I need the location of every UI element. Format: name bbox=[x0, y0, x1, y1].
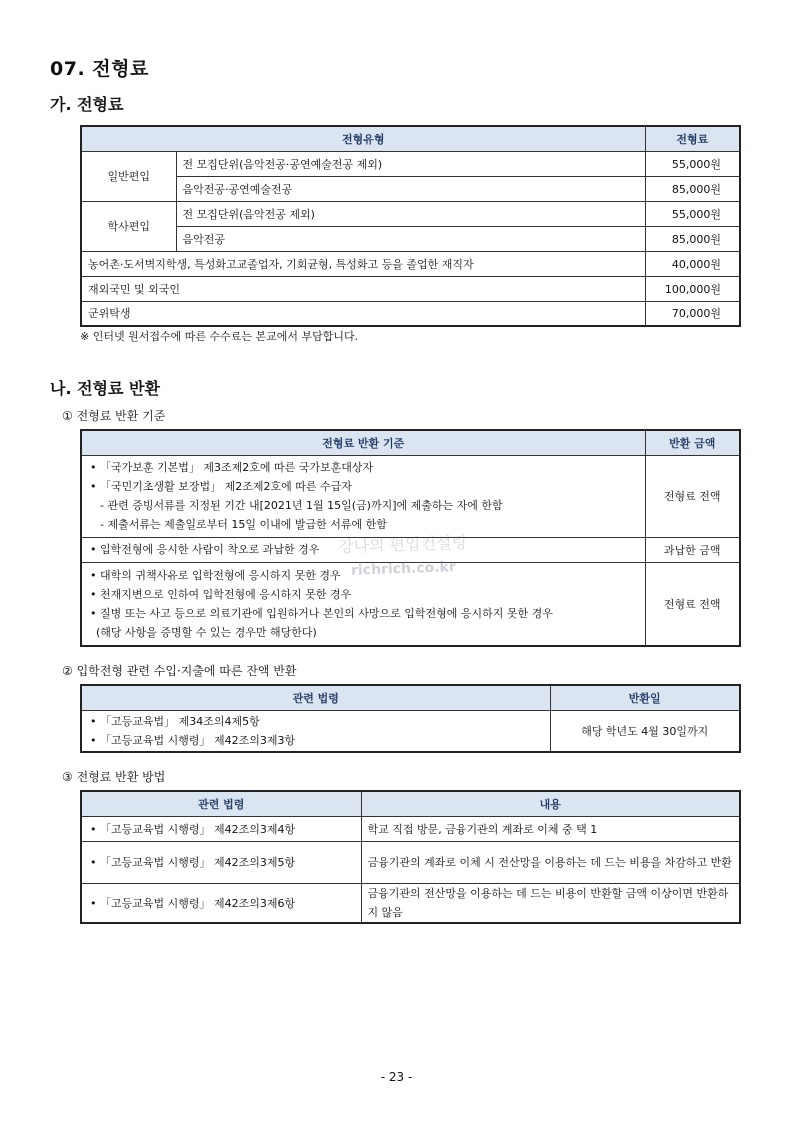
fee-type-cell: 전 모집단위(음악전공 제외) bbox=[176, 201, 645, 226]
fee-note: ※ 인터넷 원서접수에 따른 수수료는 본교에서 부담합니다. bbox=[80, 330, 359, 343]
criteria-line: • 입학전형에 응시한 사람이 착오로 과납한 경우 bbox=[90, 543, 320, 556]
fee-type-cell: 음악전공 bbox=[176, 226, 645, 251]
law-line: • 「고등교육법 시행령」 제42조의3제3항 bbox=[90, 733, 296, 747]
content-cell: 금융기관의 전산망을 이용하는 데 드는 비용이 반환할 금액 이상이면 반환하지 않음 bbox=[361, 883, 740, 923]
criteria-cell bbox=[81, 537, 645, 562]
header-fee-type: 전형유형 bbox=[81, 126, 645, 151]
table-row bbox=[81, 883, 740, 923]
table-row bbox=[81, 562, 740, 646]
header-law: 관련 법령 bbox=[81, 791, 361, 816]
law-line: • 「고등교육법」 제34조의4제5항 bbox=[90, 714, 260, 728]
balance-refund-title: ② 입학전형 관련 수입·지출에 따른 잔액 반환 bbox=[62, 664, 297, 678]
refund-method-title: ③ 전형료 반환 방법 bbox=[62, 770, 166, 784]
refund-criteria-title: ① 전형료 반환 기준 bbox=[62, 409, 166, 423]
table-row bbox=[81, 841, 740, 883]
fee-cell: 55,000원 bbox=[645, 201, 740, 226]
header-content: 내용 bbox=[361, 791, 740, 816]
fee-type-cell: 음악전공·공연예술전공 bbox=[176, 176, 645, 201]
criteria-line: - 제출서류는 제출일로부터 15일 이내에 발급한 서류에 한함 bbox=[100, 518, 387, 531]
balance-refund-table bbox=[80, 684, 741, 753]
table-row bbox=[81, 537, 740, 562]
watermark-text: 강나의 편입컨설팅 bbox=[337, 532, 468, 557]
fee-type-cell: 재외국민 및 외국인 bbox=[81, 276, 645, 301]
fee-type-cell: 전 모집단위(음악전공·공연예술전공 제외) bbox=[176, 151, 645, 176]
table-row bbox=[81, 226, 740, 251]
table-row bbox=[81, 710, 740, 752]
fee-type-cell: 군위탁생 bbox=[81, 301, 645, 326]
criteria-line: - 관련 증빙서류를 지정된 기간 내[2021년 1월 15일(금)까지]에 제출하는 자에 한함 bbox=[100, 499, 503, 512]
header-criteria: 전형료 반환 기준 bbox=[81, 430, 645, 455]
watermark-url: richrich.co.kr bbox=[350, 559, 457, 579]
law-cell: • 「고등교육법 시행령」 제42조의3제4항 bbox=[81, 816, 361, 841]
fee-cell: 40,000원 bbox=[645, 251, 740, 276]
fee-cell: 85,000원 bbox=[645, 176, 740, 201]
header-law: 관련 법령 bbox=[81, 685, 550, 710]
page-number: - 23 - bbox=[380, 1070, 413, 1084]
fee-cell: 55,000원 bbox=[645, 151, 740, 176]
section-heading: 07. 전형료 bbox=[50, 58, 149, 80]
table-row bbox=[81, 176, 740, 201]
group-general: 일반편입 bbox=[81, 151, 176, 201]
law-cell: • 「고등교육법 시행령」 제42조의3제6항 bbox=[81, 883, 361, 923]
fee-cell: 70,000원 bbox=[645, 301, 740, 326]
fee-table bbox=[80, 125, 741, 327]
criteria-cell bbox=[81, 455, 645, 537]
fee-cell: 100,000원 bbox=[645, 276, 740, 301]
refund-criteria-table bbox=[80, 429, 741, 647]
criteria-line: (해당 사항을 증명할 수 있는 경우만 해당한다) bbox=[96, 625, 317, 639]
amount-cell: 전형료 전액 bbox=[645, 562, 740, 646]
table-row bbox=[81, 301, 740, 326]
header-date: 반환일 bbox=[550, 685, 740, 710]
date-cell: 해당 학년도 4월 30일까지 bbox=[550, 710, 740, 752]
fee-type-cell: 농어촌·도서벽지학생, 특성화고교졸업자, 기회균형, 특성화고 등을 졸업한 재직자 bbox=[81, 251, 645, 276]
table-row bbox=[81, 251, 740, 276]
criteria-line: • 대학의 귀책사유로 입학전형에 응시하지 못한 경우 bbox=[90, 568, 341, 582]
subsection-title-fee: 가. 전형료 bbox=[50, 95, 124, 114]
criteria-line: • 「국민기초생활 보장법」 제2조제2호에 따른 수급자 bbox=[90, 480, 352, 493]
criteria-line: • 천재지변으로 인하여 입학전형에 응시하지 못한 경우 bbox=[90, 587, 352, 601]
law-cell bbox=[81, 710, 550, 752]
refund-method-table bbox=[80, 790, 741, 924]
amount-cell: 과납한 금액 bbox=[645, 537, 740, 562]
group-bachelor: 학사편입 bbox=[81, 201, 176, 251]
table-row bbox=[81, 151, 740, 176]
criteria-cell bbox=[81, 562, 645, 646]
header-amount: 반환 금액 bbox=[645, 430, 740, 455]
fee-cell: 85,000원 bbox=[645, 226, 740, 251]
table-row bbox=[81, 455, 740, 537]
content-cell: 학교 직접 방문, 금융기관의 계좌로 이체 중 택 1 bbox=[361, 816, 740, 841]
criteria-line: • 질병 또는 사고 등으로 의료기관에 입원하거나 본인의 사망으로 입학전형에 응시하지 못한 경우 bbox=[90, 606, 553, 620]
header-fee: 전형료 bbox=[645, 126, 740, 151]
table-row bbox=[81, 276, 740, 301]
amount-cell: 전형료 전액 bbox=[645, 455, 740, 537]
table-row bbox=[81, 816, 740, 841]
criteria-line: • 「국가보훈 기본법」 제3조제2호에 따른 국가보훈대상자 bbox=[90, 461, 374, 474]
content-cell: 금융기관의 계좌로 이체 시 전산망을 이용하는 데 드는 비용을 차감하고 반환 bbox=[361, 841, 740, 883]
subsection-title-refund: 나. 전형료 반환 bbox=[50, 379, 160, 398]
table-row bbox=[81, 201, 740, 226]
law-cell: • 「고등교육법 시행령」 제42조의3제5항 bbox=[81, 841, 361, 883]
